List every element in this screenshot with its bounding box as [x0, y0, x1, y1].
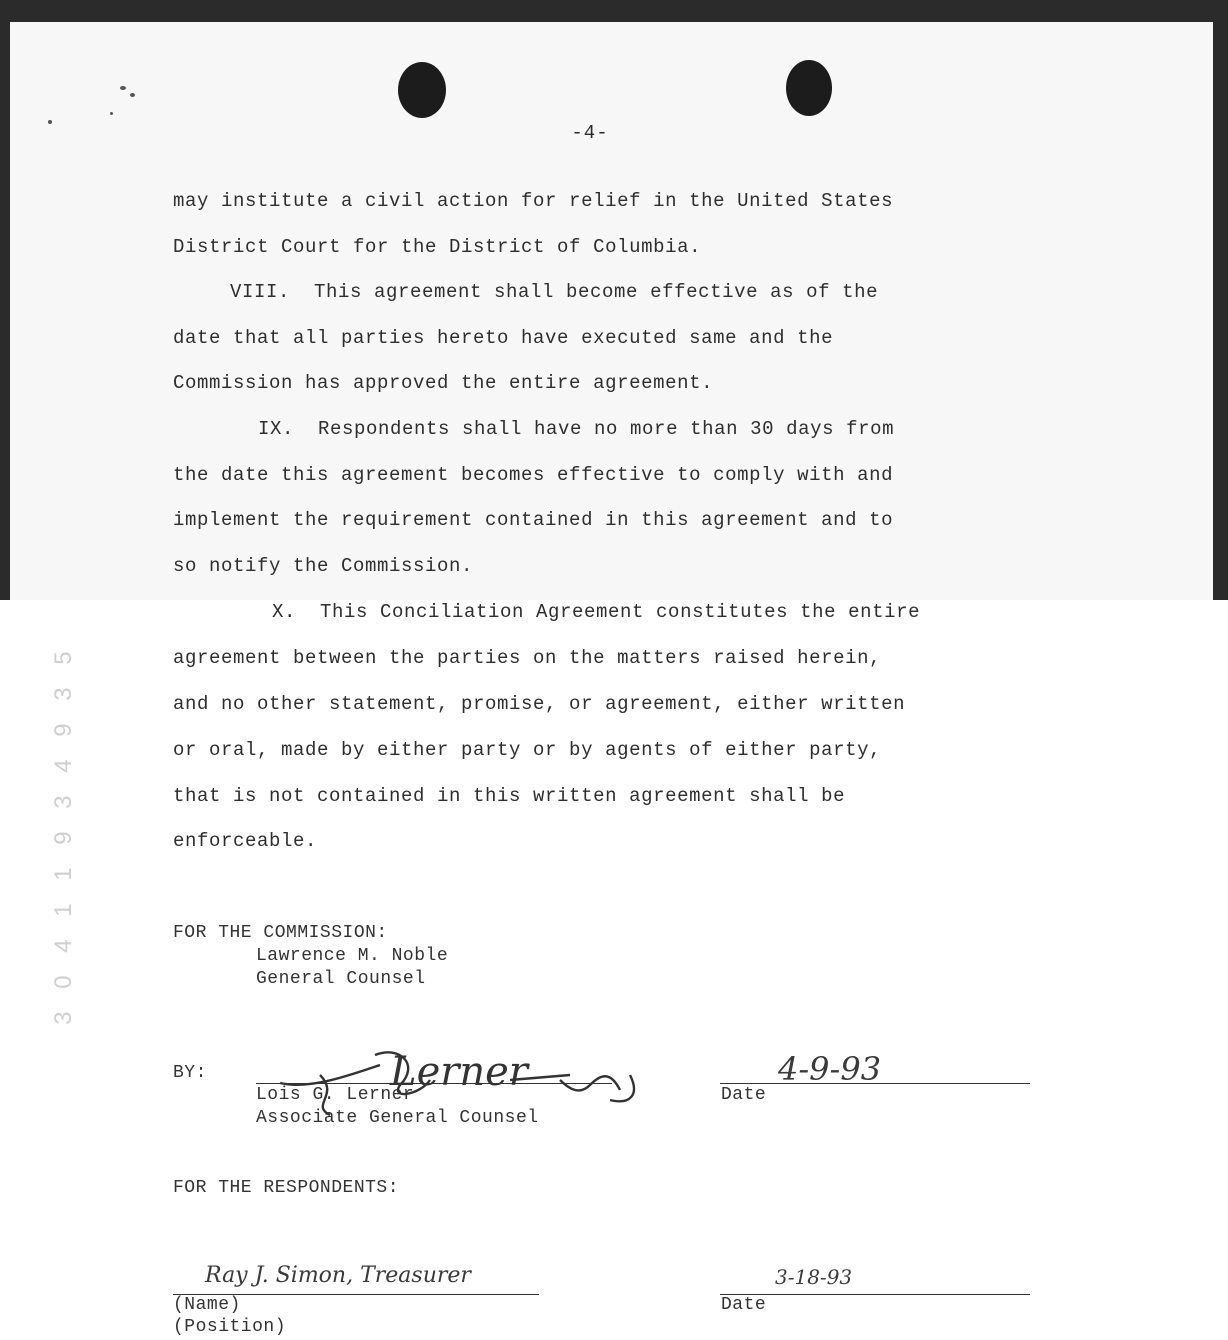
signature-text: Lerner — [390, 1049, 528, 1095]
scan-speck — [130, 93, 135, 97]
body-line: that is not contained in this written agreement shall be — [173, 785, 846, 807]
stamp-digit: 0 — [50, 975, 77, 989]
body-line: the date this agreement becomes effective to comply with and — [173, 464, 894, 486]
body-line: enforceable. — [173, 830, 318, 852]
by-label: BY: — [173, 1063, 207, 1083]
respondent-date-line — [720, 1294, 1030, 1295]
stamp-digit: 3 — [50, 687, 77, 701]
scan-speck — [48, 120, 52, 124]
commission-date-label: Date — [721, 1085, 767, 1105]
stamp-digit: 9 — [50, 723, 77, 737]
scan-speck — [110, 112, 113, 115]
respondents-heading: FOR THE RESPONDENTS: — [173, 1178, 400, 1198]
paragraph-ix-start: IX. Respondents shall have no more than 30 days from — [258, 418, 895, 440]
scan-border-top — [0, 0, 1228, 22]
respondent-date-value: 3-18-93 — [775, 1265, 853, 1289]
stamp-digit: 1 — [50, 867, 77, 881]
respondent-date-label: Date — [721, 1295, 767, 1315]
stamp-digit: 3 — [50, 1011, 77, 1025]
respondent-signature: Ray J. Simon, Treasurer — [205, 1263, 471, 1288]
margin-document-stamp — [50, 640, 86, 1060]
commission-signature — [270, 1045, 650, 1135]
punch-hole-right — [786, 60, 832, 116]
body-line: Commission has approved the entire agreement. — [173, 372, 714, 394]
body-line: District Court for the District of Columbia. — [173, 236, 702, 258]
stamp-digit: 3 — [50, 795, 77, 809]
commission-signer-name: Lois G. Lerner — [256, 1085, 415, 1105]
body-line: implement the requirement contained in this agreement and to — [173, 509, 894, 531]
commission-counsel-name: Lawrence M. Noble — [256, 946, 449, 966]
commission-heading: FOR THE COMMISSION: — [173, 923, 388, 943]
scan-border-left — [0, 0, 10, 600]
paragraph-viii-start: VIII. This agreement shall become effective as of the — [230, 281, 879, 303]
respondent-name-label: (Name) — [173, 1295, 241, 1315]
stamp-digit: 1 — [50, 903, 77, 917]
body-line: may institute a civil action for relief in the United States — [173, 190, 894, 212]
punch-hole-left — [398, 62, 446, 118]
body-line: date that all parties hereto have executed same and the — [173, 327, 834, 349]
stamp-digit: 4 — [50, 939, 77, 953]
stamp-digit: 5 — [50, 651, 77, 665]
body-line: or oral, made by either party or by agents of either party, — [173, 739, 882, 761]
body-line: so notify the Commission. — [173, 555, 474, 577]
scan-speck — [120, 86, 126, 90]
body-line: agreement between the parties on the matters raised herein, — [173, 647, 882, 669]
page-number: -4- — [571, 122, 609, 144]
commission-signer-title: Associate General Counsel — [256, 1108, 539, 1128]
commission-date-value: 4-9-93 — [778, 1050, 882, 1088]
stamp-digit: 9 — [50, 831, 77, 845]
scan-border-right — [1213, 0, 1228, 600]
paragraph-x-start: X. This Conciliation Agreement constitutes the entire — [272, 601, 921, 623]
commission-counsel-title: General Counsel — [256, 969, 426, 989]
body-line: and no other statement, promise, or agreement, either written — [173, 693, 906, 715]
respondent-position-label: (Position) — [173, 1317, 287, 1337]
stamp-digit: 4 — [50, 759, 77, 773]
